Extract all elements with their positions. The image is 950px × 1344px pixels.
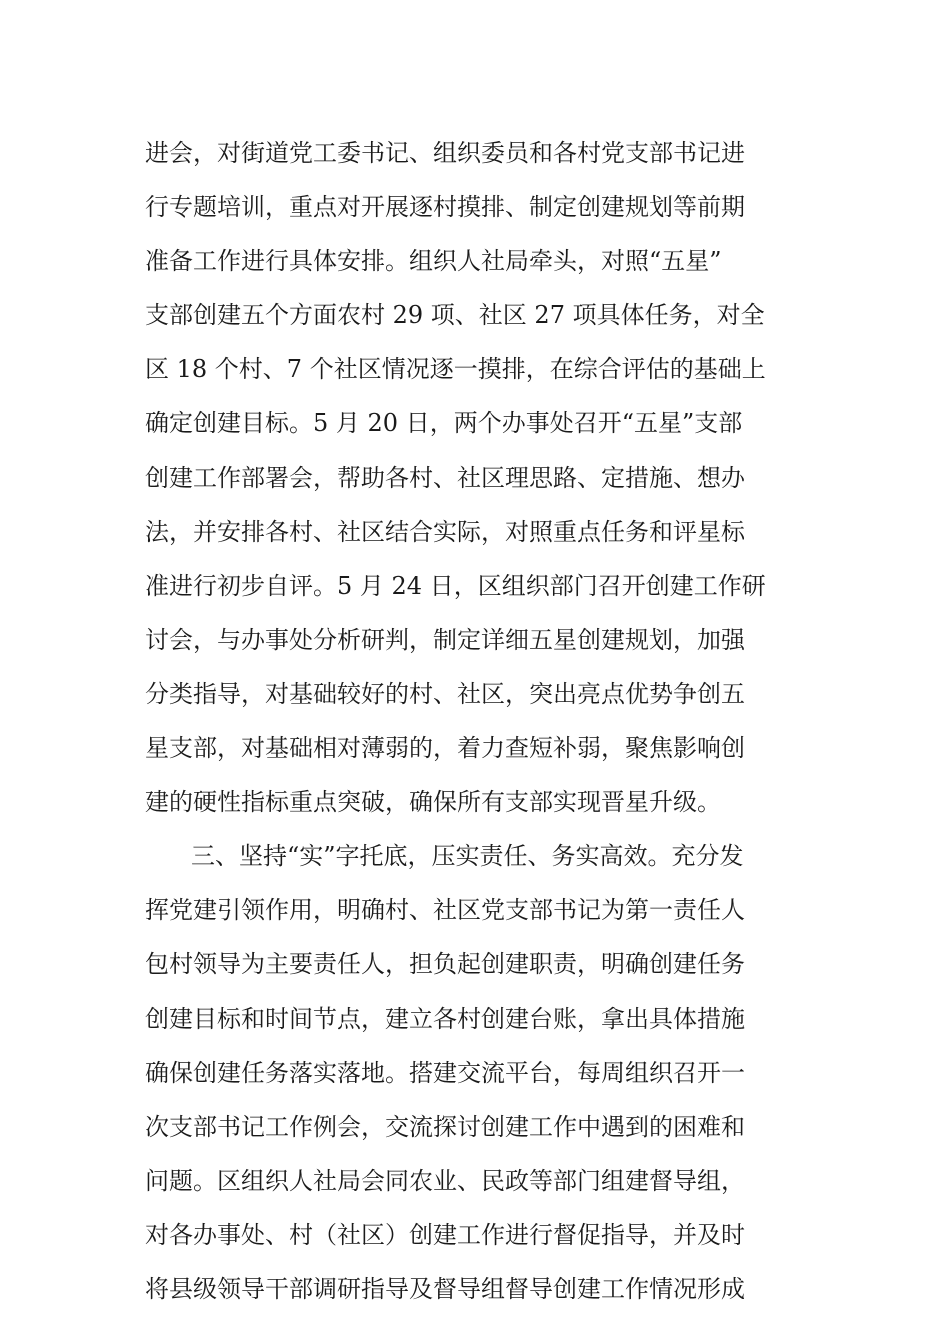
text-line-19: 次支部书记工作例会，交流探讨创建工作中遇到的困难和: [145, 1112, 745, 1141]
text-line-5: 区 18 个村、7 个社区情况逐一摸排，在综合评估的基础上: [145, 355, 766, 384]
text-line-13: 建的硬性指标重点突破，确保所有支部实现晋星升级。: [145, 788, 721, 817]
text-line-18: 确保创建任务落实落地。搭建交流平台，每周组织召开一: [145, 1058, 745, 1087]
text-line-4: 支部创建五个方面农村 29 项、社区 27 项具体任务，对全: [145, 301, 765, 330]
text-line-17: 创建目标和时间节点，建立各村创建台账，拿出具体措施: [145, 1004, 745, 1033]
text-line-15: 挥党建引领作用，明确村、社区党支部书记为第一责任人: [145, 896, 745, 925]
body-text: [145, 126, 825, 1316]
text-line-12: 星支部，对基础相对薄弱的，着力查短补弱，聚焦影响创: [145, 734, 745, 763]
text-line-9: 准进行初步自评。5 月 24 日，区组织部门召开创建工作研: [145, 571, 766, 600]
section-heading-line: 三、坚持“实”字托底，压实责任、务实高效。充分发: [191, 842, 744, 871]
text-line-20: 问题。区组织人社局会同农业、民政等部门组建督导组，: [145, 1166, 745, 1195]
text-line-22: 将县级领导干部调研指导及督导组督导创建工作情况形成: [145, 1274, 745, 1303]
text-line-6: 确定创建目标。5 月 20 日，两个办事处召开“五星”支部: [145, 409, 743, 438]
text-line-3: 准备工作进行具体安排。组织人社局牵头，对照“五星”: [145, 247, 722, 276]
text-line-8: 法，并安排各村、社区结合实际，对照重点任务和评星标: [145, 517, 745, 546]
text-line-16: 包村领导为主要责任人，担负起创建职责，明确创建任务: [145, 950, 745, 979]
text-line-2: 行专题培训，重点对开展逐村摸排、制定创建规划等前期: [145, 193, 745, 222]
text-line-21: 对各办事处、村（社区）创建工作进行督促指导，并及时: [145, 1220, 745, 1249]
text-line-1: 进会，对街道党工委书记、组织委员和各村党支部书记进: [145, 139, 745, 167]
text-line-11: 分类指导，对基础较好的村、社区，突出亮点优势争创五: [145, 679, 745, 708]
text-line-10: 讨会，与办事处分析研判，制定详细五星创建规划，加强: [145, 625, 745, 654]
text-line-7: 创建工作部署会，帮助各村、社区理思路、定措施、想办: [145, 463, 745, 492]
